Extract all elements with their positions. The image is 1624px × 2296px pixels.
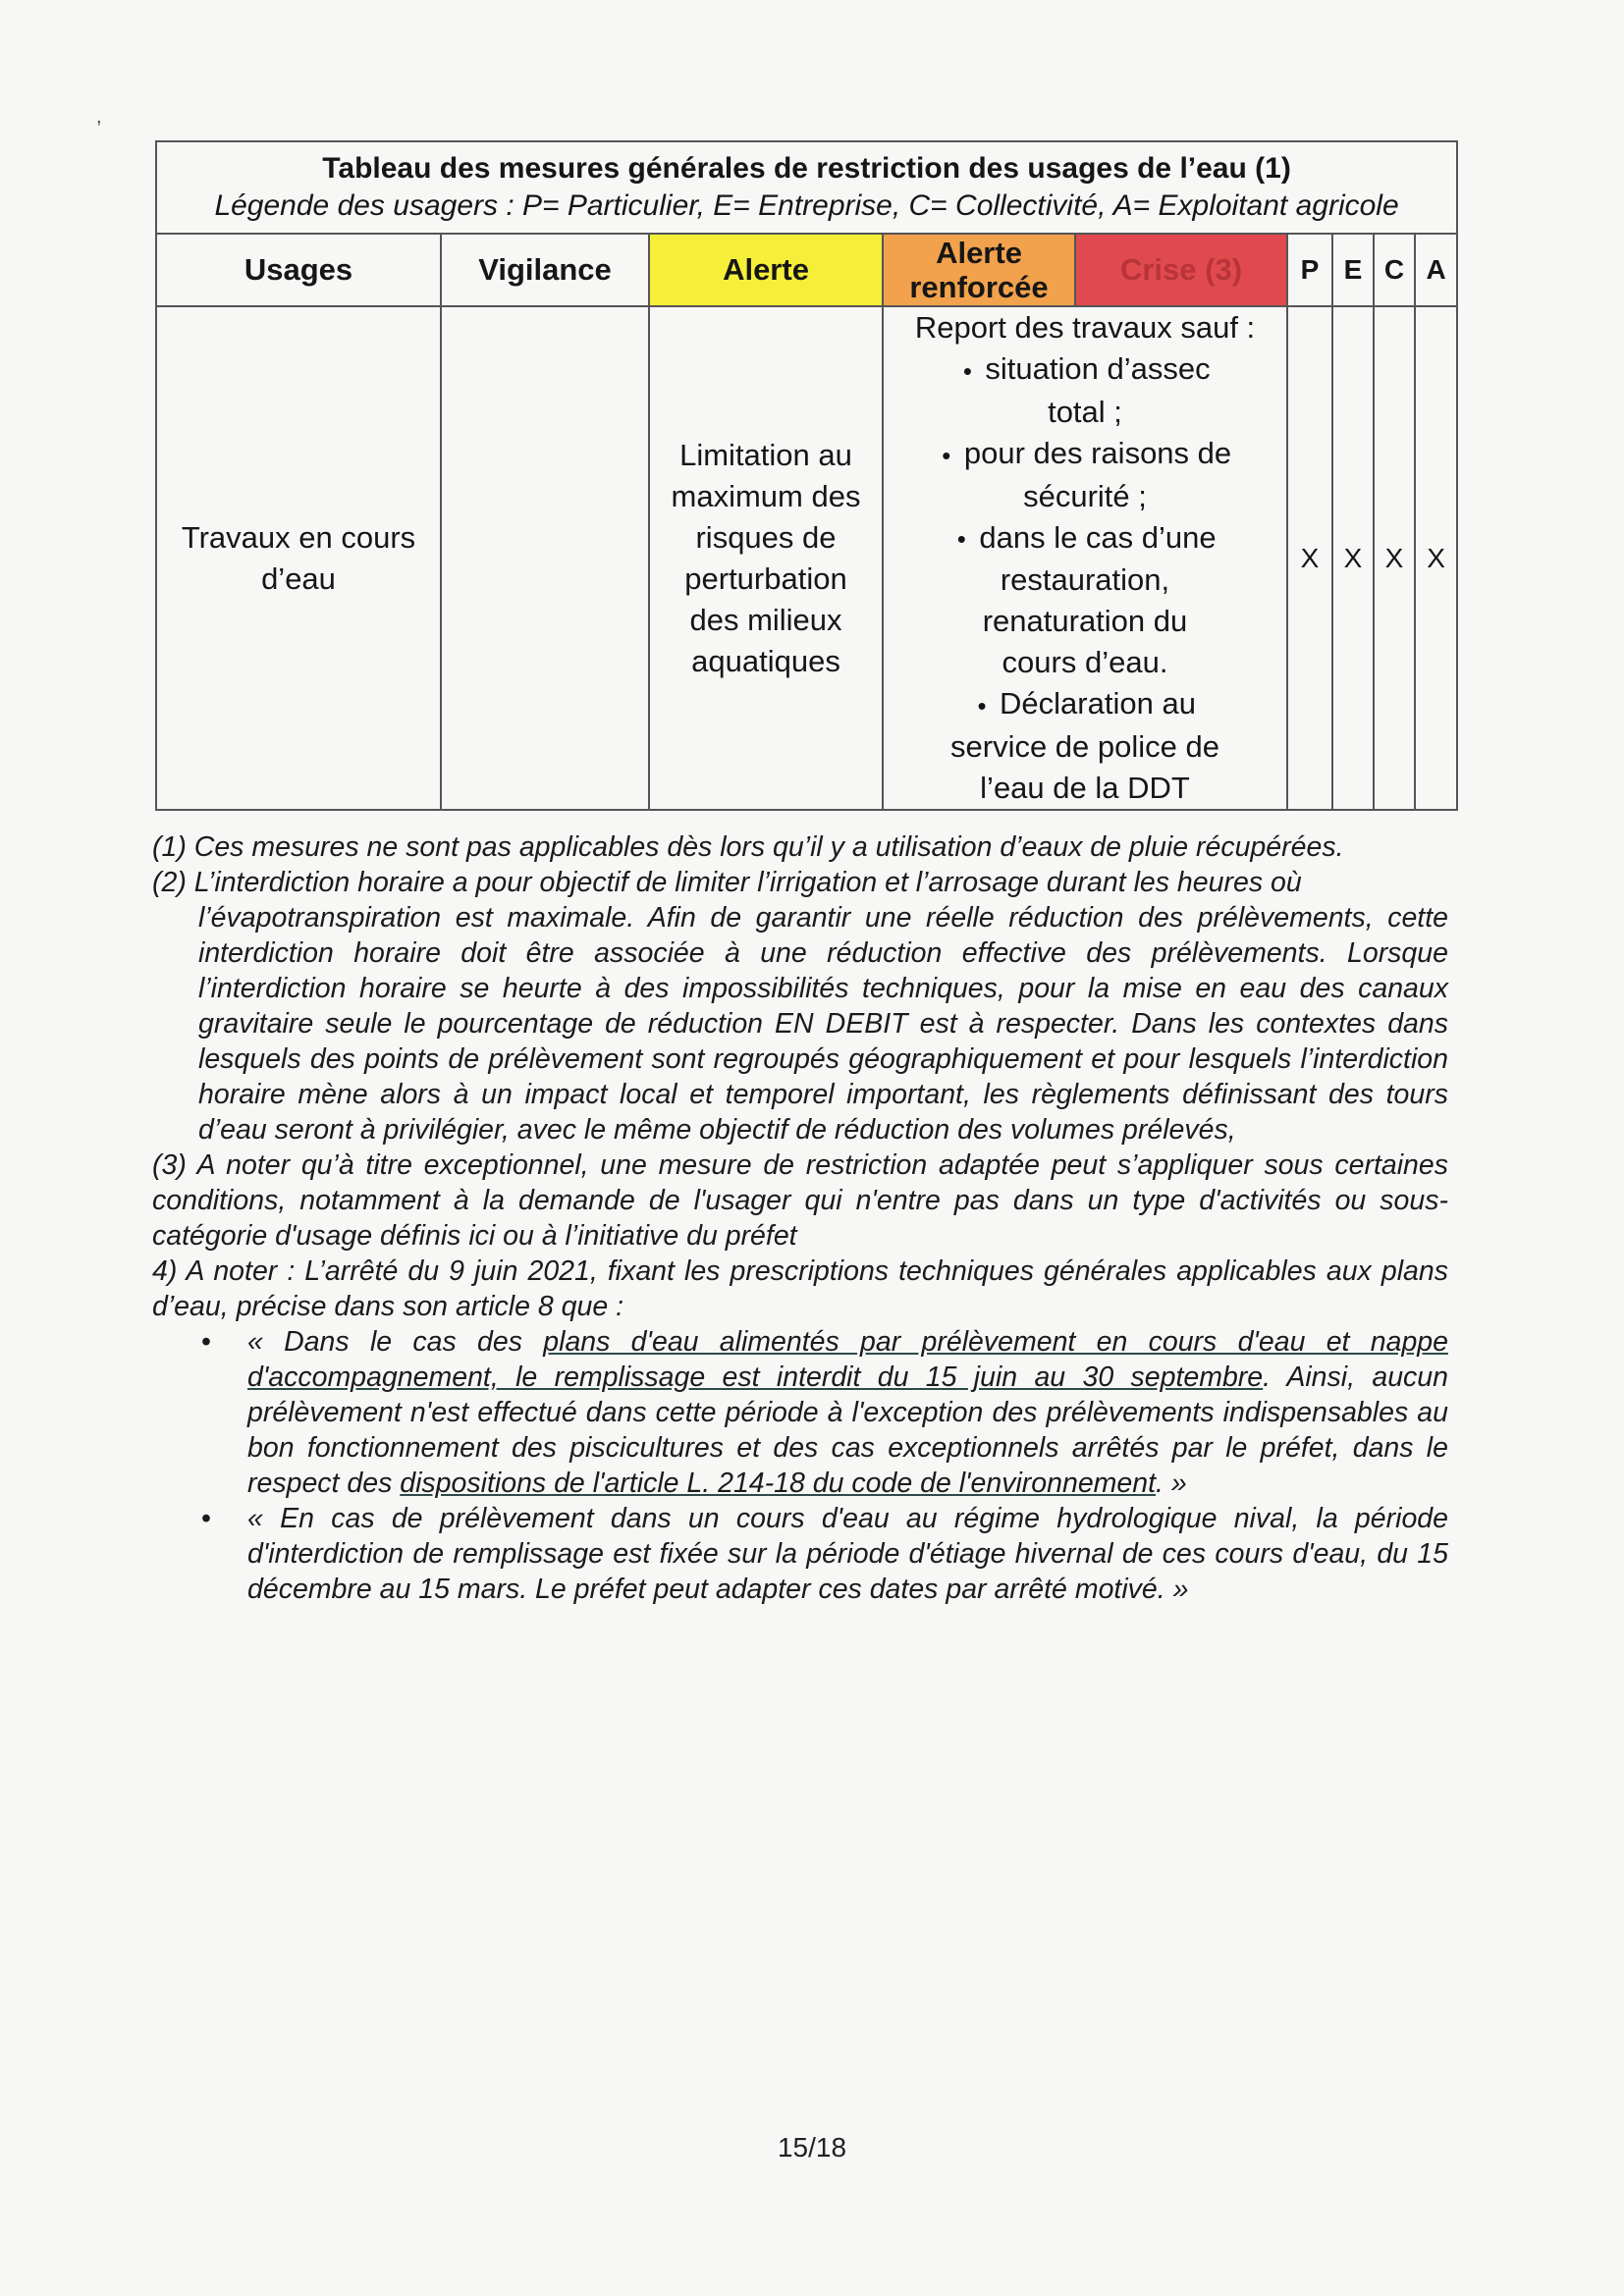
bullet-icon: •: [962, 355, 972, 386]
header-c: C: [1374, 234, 1415, 306]
measure-line: [884, 476, 1286, 517]
measure-line: [884, 768, 1286, 809]
usage-line: Travaux en cours: [181, 519, 416, 555]
usage-line: d’eau: [261, 561, 336, 596]
quote-1-a: « Dans le cas des: [247, 1326, 544, 1358]
note-2-body: l’évapotranspiration est maximale. Afin de garantir une réelle réduction des prélèvements, cette interdiction horaire doit être associée à une réduction effective des prélèvements. Lorsque l’interdiction horaire se heurte à des impossibilités techniques, pour la mise en eau des canaux gravitaire seule le pourcentage de réduction EN DEBIT est à respecter. Dans les contextes dans lesquels des points de prélèvement sont regroupés géographiquement et pour lesquels l’interdiction horaire mène alors à un impact local et temporel important, les règlements définissant des tours d’eau seront à privilégier, avec le même objectif de réduction des volumes prélevés,: [198, 902, 1448, 1146]
bullet-icon: •: [942, 440, 951, 470]
alerte-line: Limitation au: [679, 437, 852, 472]
header-alerte-renforcee-line1: Alerte: [936, 236, 1022, 270]
measure-text: pour des raisons de: [963, 435, 1232, 470]
measure-line: [884, 642, 1286, 683]
measure-text: sécurité ;: [1023, 478, 1147, 513]
header-alerte: Alerte: [649, 234, 883, 306]
cell-e: X: [1332, 306, 1374, 810]
measure-line: [884, 517, 1286, 561]
footnotes: [152, 829, 1448, 1607]
alerte-line: aquatiques: [691, 643, 840, 678]
bullet-icon: •: [956, 524, 966, 555]
measure-text: cours d’eau.: [1001, 645, 1168, 680]
quote-1-c: . »: [1156, 1468, 1187, 1499]
measure-line: [884, 560, 1286, 601]
note-4: 4) A noter : L’arrêté du 9 juin 2021, fixant les prescriptions techniques générales applicables aux plans d’eau, précise dans son article 8 que :: [152, 1255, 1448, 1322]
table-title-cell: [156, 141, 1457, 234]
measure-line: [884, 726, 1286, 768]
alerte-line: maximum des: [671, 478, 861, 513]
measure-line: [884, 433, 1286, 476]
measure-text: total ;: [1048, 394, 1122, 429]
header-usages: Usages: [156, 234, 441, 306]
header-alerte-renforcee: [883, 234, 1075, 306]
quote-1-underlined-2: dispositions de l'article L. 214-18 du code de l'environnement: [400, 1468, 1157, 1499]
measure-line: [884, 392, 1286, 433]
measure-text: Déclaration au: [1000, 686, 1196, 721]
header-vigilance: Vigilance: [441, 234, 649, 306]
header-p: P: [1287, 234, 1332, 306]
bullet-icon: •: [977, 691, 987, 721]
measure-text: restauration,: [1000, 562, 1170, 598]
list-item: [152, 1501, 1448, 1607]
measure-line: [884, 307, 1286, 348]
quote-1-underlined-1: plans d'eau alimentés par prélèvement en cours d'eau et nappe d'accompagnement, le remplissage est interdit du 15 juin au 30 septembre: [247, 1326, 1448, 1393]
cell-p: X: [1287, 306, 1332, 810]
cell-a: X: [1415, 306, 1457, 810]
measure-line: [884, 683, 1286, 726]
header-crise: Crise (3): [1075, 234, 1287, 306]
list-item: [152, 1324, 1448, 1501]
note-1: (1) Ces mesures ne sont pas applicables dès lors qu’il y a utilisation d’eaux de pluie récupérées.: [152, 831, 1344, 863]
alerte-line: des milieux: [689, 602, 842, 637]
cell-c: X: [1374, 306, 1415, 810]
measure-text: dans le cas d’une: [979, 519, 1217, 555]
note-2-first: (2) L’interdiction horaire a pour objectif de limiter l’irrigation et l’arrosage durant les heures où: [152, 867, 1302, 898]
cell-usage: [156, 306, 441, 810]
measure-text: Report des travaux sauf :: [914, 310, 1256, 345]
measure-text: renaturation du: [982, 604, 1188, 639]
note-3: (3) A noter qu’à titre exceptionnel, une mesure de restriction adaptée peut s’appliquer sous certaines conditions, notamment à la demande de l'usager qui n'entre pas dans un type d'activités ou sous-catégorie d'usage définis ici ou à l’initiative du préfet: [152, 1149, 1448, 1252]
quote-2: « En cas de prélèvement dans un cours d'eau au régime hydrologique nival, la période d'interdiction de remplissage est fixée sur la période d'étiage hivernal de ces cours d'eau, du 15 décembre au 15 mars. Le préfet peut adapter ces dates par arrêté motivé. »: [247, 1503, 1448, 1605]
header-a: A: [1415, 234, 1457, 306]
cell-alerte: [649, 306, 883, 810]
quote-list: [152, 1324, 1448, 1607]
cell-vigilance: [441, 306, 649, 810]
header-alerte-renforcee-line2: renforcée: [909, 270, 1049, 304]
measure-text: service de police de: [950, 729, 1219, 765]
header-e: E: [1332, 234, 1374, 306]
table-legend: Légende des usagers : P= Particulier, E= Entreprise, C= Collectivité, A= Exploitant agricole: [214, 189, 1399, 222]
alerte-line: risques de: [695, 519, 837, 555]
table-row: [156, 306, 1457, 810]
table-title: Tableau des mesures générales de restriction des usages de l’eau (1): [322, 152, 1291, 185]
measure-text: l’eau de la DDT: [980, 771, 1190, 806]
measure-line: [884, 348, 1286, 392]
measure-line: [884, 601, 1286, 642]
measure-text: situation d’assec: [985, 351, 1211, 386]
bullet-icon: •: [201, 1326, 211, 1358]
scan-mark: ,: [96, 106, 102, 128]
page-number: 15/18: [777, 2132, 847, 2163]
restriction-table: [155, 140, 1458, 811]
bullet-icon: •: [201, 1503, 211, 1534]
alerte-line: perturbation: [684, 561, 847, 596]
cell-alerte-renforcee-crise: [883, 306, 1287, 810]
quote-1-b: . Ainsi, aucun prélèvement n'est effectué dans cette période à l'exception des prélèvements indispensables au bon fonctionnement des piscicultures et des cas exceptionnels arrêtés par le préfet, dans le respect des: [247, 1362, 1448, 1499]
